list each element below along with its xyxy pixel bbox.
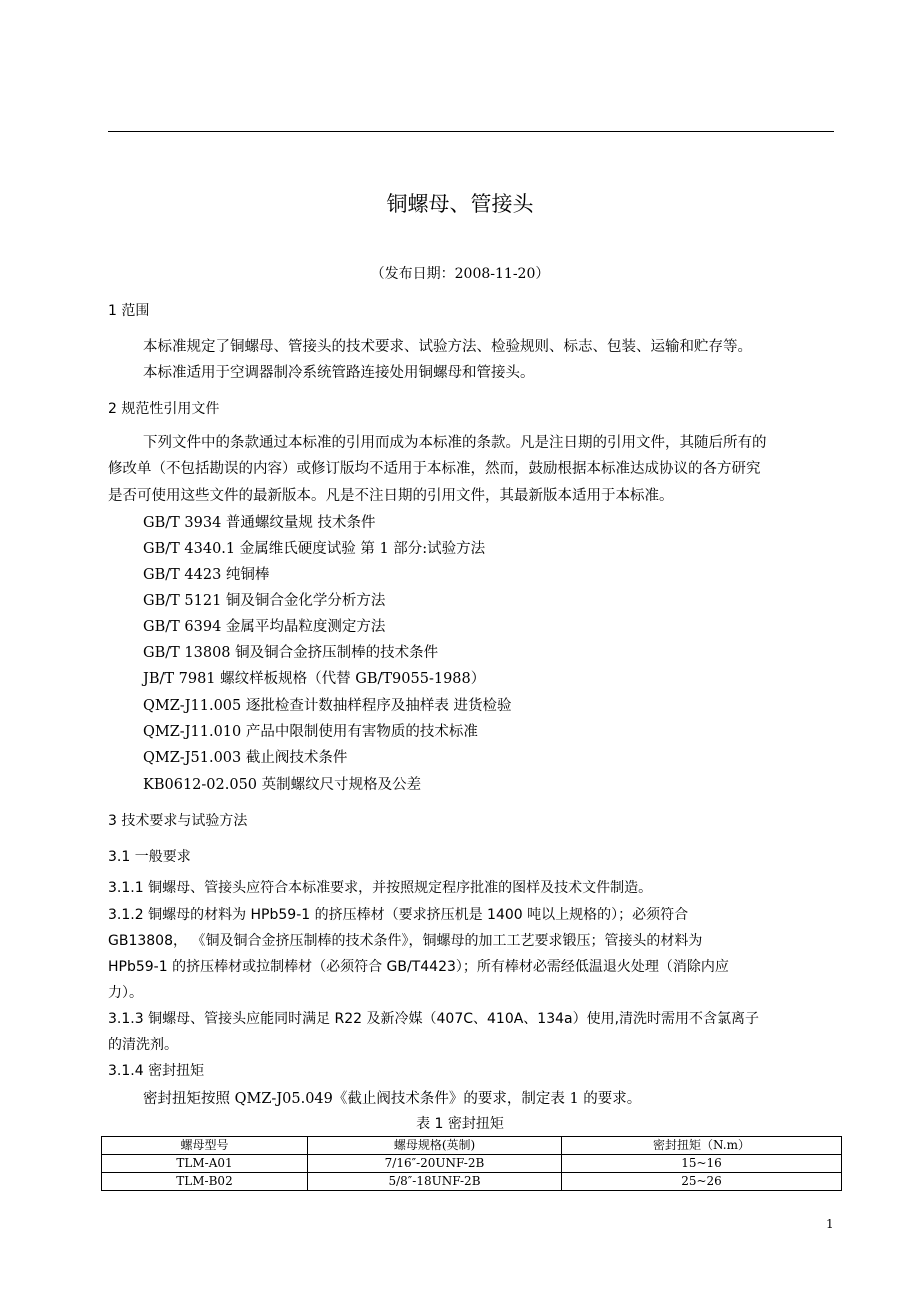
table-cell: 15~16 bbox=[562, 1155, 842, 1173]
seal-torque-table bbox=[101, 1136, 842, 1191]
clause-3-1-2-line: GB13808， 《铜及铜合金挤压制棒的技术条件》，铜螺母的加工工艺要求锻压；管接头的材料为 bbox=[108, 933, 703, 949]
clause-3-1-4-heading: 3.1.4 密封扭矩 bbox=[108, 1063, 205, 1079]
section-3-heading: 3 技术要求与试验方法 bbox=[108, 813, 248, 829]
table-header-cell: 螺母规格(英制) bbox=[308, 1137, 562, 1155]
clause-3-1-1: 3.1.1 铜螺母、管接头应符合本标准要求，并按照规定程序批准的图样及技术文件制造。 bbox=[108, 880, 653, 896]
table-row bbox=[102, 1173, 842, 1191]
publish-date: （发布日期：2008-11-20） bbox=[370, 266, 550, 282]
table-cell: 25~26 bbox=[562, 1173, 842, 1191]
clause-3-1-4-text: 密封扭矩按照 QMZ-J05.049《截止阀技术条件》的要求，制定表 1 的要求。 bbox=[143, 1091, 642, 1107]
reference-item: GB/T 4423 纯铜棒 bbox=[143, 567, 270, 583]
section-2-intro-line: 下列文件中的条款通过本标准的引用而成为本标准的条款。凡是注日期的引用文件，其随后所有的 bbox=[143, 435, 767, 451]
table-caption: 表 1 密封扭矩 bbox=[416, 1116, 504, 1132]
clause-3-1-2-line: HPb59-1 的挤压棒材或拉制棒材（必须符合 GB/T4423）；所有棒材必需经低温退火处理（消除内应 bbox=[108, 959, 729, 975]
section-3-1-heading: 3.1 一般要求 bbox=[108, 849, 191, 865]
reference-item: GB/T 4340.1 金属维氏硬度试验 第 1 部分:试验方法 bbox=[143, 541, 486, 557]
clause-3-1-2-line: 3.1.2 铜螺母的材料为 HPb59-1 的挤压棒材（要求挤压机是 1400 吨以上规格的）；必须符合 bbox=[108, 907, 689, 923]
reference-item: GB/T 3934 普通螺纹量规 技术条件 bbox=[143, 515, 376, 531]
section-1-paragraph-2: 本标准适用于空调器制冷系统管路连接处用铜螺母和管接头。 bbox=[143, 365, 535, 381]
document-title: 铜螺母、管接头 bbox=[386, 192, 534, 216]
table-cell: TLM-B02 bbox=[102, 1173, 308, 1191]
reference-item: GB/T 13808 铜及铜合金挤压制棒的技术条件 bbox=[143, 645, 439, 661]
reference-item: GB/T 6394 金属平均晶粒度测定方法 bbox=[143, 619, 386, 635]
section-1-paragraph-1: 本标准规定了铜螺母、管接头的技术要求、试验方法、检验规则、标志、包装、运输和贮存等。 bbox=[143, 339, 752, 355]
section-1-heading: 1 范围 bbox=[108, 303, 150, 319]
reference-item: QMZ-J11.010 产品中限制使用有害物质的技术标准 bbox=[143, 724, 478, 740]
table-header-cell: 螺母型号 bbox=[102, 1137, 308, 1155]
reference-item: JB/T 7981 螺纹样板规格（代替 GB/T9055-1988） bbox=[143, 671, 486, 687]
section-2-intro-line: 是否可使用这些文件的最新版本。凡是不注日期的引用文件，其最新版本适用于本标准。 bbox=[108, 488, 674, 504]
table-cell: 5/8″-18UNF-2B bbox=[308, 1173, 562, 1191]
clause-3-1-3-line: 3.1.3 铜螺母、管接头应能同时满足 R22 及新冷媒（407C、410A、134a）使用,清洗时需用不含氯离子 bbox=[108, 1011, 760, 1027]
table-header-row bbox=[102, 1137, 842, 1155]
reference-item: KB0612-02.050 英制螺纹尺寸规格及公差 bbox=[143, 777, 422, 793]
table-cell: TLM-A01 bbox=[102, 1155, 308, 1173]
section-2-intro-line: 修改单（不包括勘误的内容）或修订版均不适用于本标准，然而，鼓励根据本标准达成协议的各方研究 bbox=[108, 461, 761, 477]
section-2-heading: 2 规范性引用文件 bbox=[108, 401, 220, 417]
table-header-cell: 密封扭矩（N.m） bbox=[562, 1137, 842, 1155]
table-cell: 7/16″-20UNF-2B bbox=[308, 1155, 562, 1173]
page-number: 1 bbox=[826, 1217, 834, 1231]
clause-3-1-2-line: 力）。 bbox=[108, 985, 143, 1001]
table-row bbox=[102, 1155, 842, 1173]
reference-item: QMZ-J51.003 截止阀技术条件 bbox=[143, 750, 348, 766]
reference-item: GB/T 5121 铜及铜合金化学分析方法 bbox=[143, 593, 386, 609]
clause-3-1-3-line: 的清洗剂。 bbox=[108, 1037, 178, 1053]
header-rule bbox=[108, 131, 834, 132]
reference-item: QMZ-J11.005 逐批检查计数抽样程序及抽样表 进货检验 bbox=[143, 698, 512, 714]
